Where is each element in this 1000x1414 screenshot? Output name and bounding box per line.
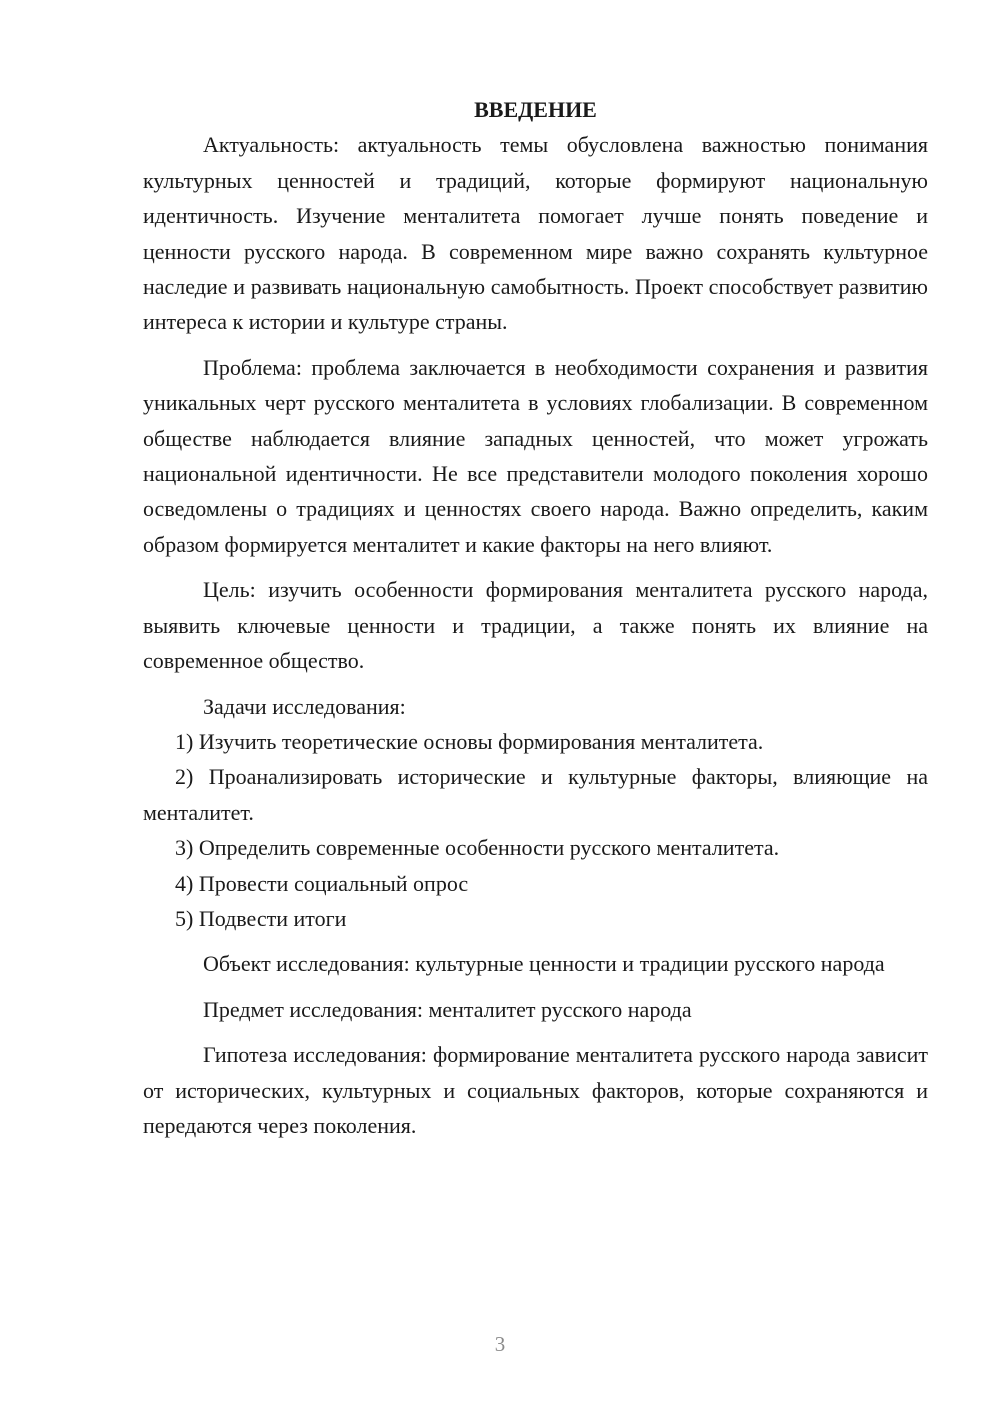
document-page	[143, 92, 928, 1143]
hypothesis-paragraph: Гипотеза исследования: формирование менталитета русского народа зависит от исторических, культурных и социальных факторов, которые сохраняются и передаются через поколения.	[143, 1042, 928, 1138]
task-item-2: 2) Проанализировать исторические и культурные факторы, влияющие на менталитет.	[143, 764, 928, 825]
task-item-3: 3) Определить современные особенности русского менталитета.	[175, 835, 780, 861]
relevance-paragraph: Актуальность: актуальность темы обусловлена важностью понимания культурных ценностей и традиций, которые формируют национальную идентичность. Изучение менталитета помогает лучше понять поведение и ценности русского народа. В современном мире важно сохранять культурное наследие и развивать национальную самобытность. Проект способствует развитию интереса к истории и культуре страны.	[143, 132, 928, 335]
task-item-5: 5) Подвести итоги	[175, 905, 347, 931]
page-number: 3	[494, 1332, 506, 1356]
subject-paragraph: Предмет исследования: менталитет русского народа	[203, 996, 692, 1022]
task-item-1: 1) Изучить теоретические основы формирования менталитета.	[175, 728, 764, 754]
section-title: ВВЕДЕНИЕ	[474, 97, 597, 122]
task-item-4: 4) Провести социальный опрос	[175, 870, 469, 896]
object-paragraph: Объект исследования: культурные ценности и традиции русского народа	[203, 951, 885, 977]
tasks-heading: Задачи исследования:	[203, 693, 406, 719]
goal-paragraph: Цель: изучить особенности формирования менталитета русского народа, выявить ключевые ценности и традиции, а также понять их влияние на современное общество.	[143, 577, 928, 674]
problem-paragraph: Проблема: проблема заключается в необходимости сохранения и развития уникальных черт русского менталитета в условиях глобализации. В современном обществе наблюдается влияние западных ценностей, что может угрожать национальной идентичности. Не все представители молодого поколения хорошо осведомлены о традициях и ценностях своего народа. Важно определить, каким образом формируется менталитет и какие факторы на него влияют.	[143, 354, 928, 557]
